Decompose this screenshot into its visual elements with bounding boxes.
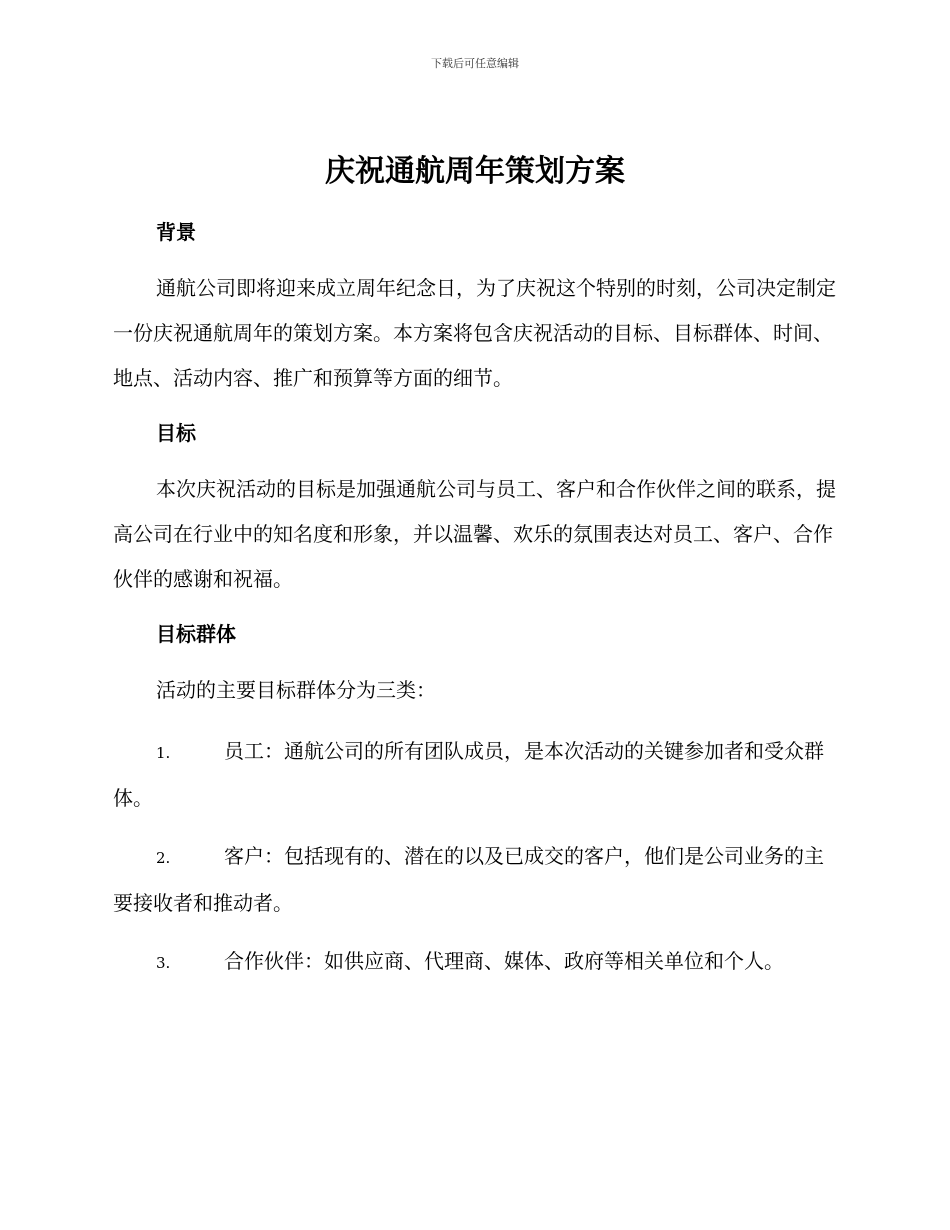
paragraph: 活动的主要目标群体分为三类： xyxy=(156,678,436,702)
document-body xyxy=(113,150,837,999)
paragraph: 通航公司即将迎来成立周年纪念日，为了庆祝这个特别的时刻，公司决定制定一份庆祝通航周年的策划方案。本方案将包含庆祝活动的目标、目标群体、时间、地点、活动内容、推广和预算等方面的细节。 xyxy=(113,276,836,390)
document-title: 庆祝通航周年策划方案 xyxy=(325,154,625,189)
list-item xyxy=(113,834,837,926)
section-target-groups xyxy=(113,618,837,986)
list-text: 员工：通航公司的所有团队成员，是本次活动的关键参加者和受众群体。 xyxy=(113,739,824,810)
paragraph: 本次庆祝活动的目标是加强通航公司与员工、客户和合作伙伴之间的联系，提高公司在行业中的知名度和形象，并以温馨、欢乐的氛围表达对员工、客户、合作伙伴的感谢和祝福。 xyxy=(113,477,836,591)
list-text: 客户：包括现有的、潜在的以及已成交的客户，他们是公司业务的主要接收者和推动者。 xyxy=(113,844,824,915)
list-number: 2. xyxy=(156,849,171,867)
section-background xyxy=(113,216,837,401)
section-heading: 背景 xyxy=(156,220,196,244)
section-heading: 目标 xyxy=(156,421,196,445)
list-text: 合作伙伴：如供应商、代理商、媒体、政府等相关单位和个人。 xyxy=(224,949,784,973)
header-note: 下载后可任意编辑 xyxy=(431,57,519,70)
section-goal xyxy=(113,417,837,602)
list-number: 3. xyxy=(156,954,171,972)
list-item xyxy=(113,939,837,986)
list-number: 1. xyxy=(156,744,171,762)
list-item xyxy=(113,729,837,821)
section-heading: 目标群体 xyxy=(156,622,236,646)
